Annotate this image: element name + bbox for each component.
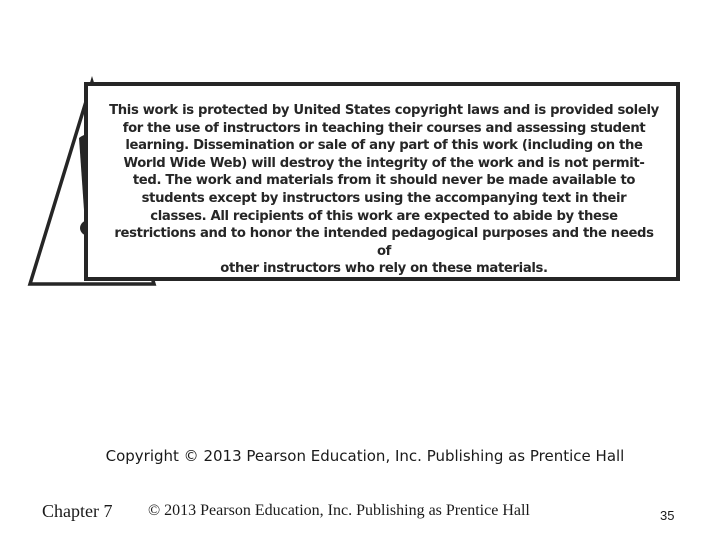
page-number: 35 <box>660 508 675 523</box>
footer-copyright: © 2013 Pearson Education, Inc. Publishing as Prentice Hall <box>148 502 530 519</box>
notice-line: learning. Dissemination or sale of any part of this work (including on the <box>125 138 643 154</box>
copyright-notice-box <box>84 82 680 281</box>
notice-line: This work is protected by United States copyright laws and is provided solely <box>109 103 659 118</box>
notice-line: ted. The work and materials from it should never be made available to <box>132 173 636 189</box>
notice-line: classes. All recipients of this work are expected to abide by these <box>150 208 618 224</box>
copyright-warning-graphic <box>27 76 687 290</box>
copyright-notice-text <box>106 102 662 278</box>
notice-line: World Wide Web) will destroy the integrity of the work and is not permit- <box>123 155 645 171</box>
notice-line: restrictions and to honor the intended pedagogical purposes and the needs of <box>114 226 654 259</box>
copyright-statement-text: Copyright © 2013 Pearson Education, Inc. Publishing as Prentice Hall <box>105 447 625 465</box>
copyright-statement <box>0 446 720 466</box>
notice-line: for the use of instructors in teaching their courses and assessing student <box>122 120 646 136</box>
notice-line: students except by instructors using the accompanying text in their <box>141 190 627 206</box>
notice-line: other instructors who rely on these materials. <box>220 261 548 277</box>
footer-chapter: Chapter 7 <box>42 501 113 521</box>
